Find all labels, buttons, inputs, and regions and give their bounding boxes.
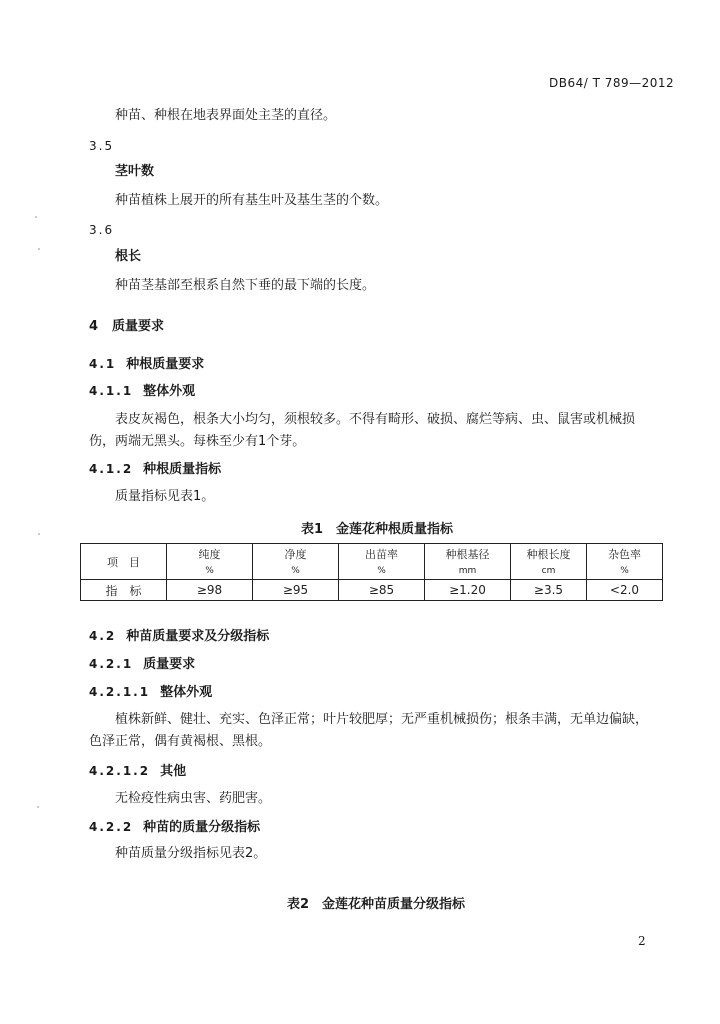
column-header: 杂色率 <box>587 544 663 564</box>
section-title: 种苗的质量分级指标 <box>143 820 261 835</box>
column-header: 纯度 <box>167 544 253 564</box>
paragraph: 无检疫性病虫害、药肥害。 <box>115 791 272 806</box>
value-cell: ≥1.20 <box>425 580 511 601</box>
table-caption: 表2 金莲花种苗质量分级指标 <box>287 897 466 912</box>
column-header: 种根基径 <box>425 544 511 564</box>
section-heading <box>89 684 212 701</box>
column-header: 种根长度 <box>511 544 587 564</box>
section-heading <box>89 628 269 645</box>
column-header: 出苗率 <box>339 544 425 564</box>
section-title: 整体外观 <box>160 685 213 700</box>
section-number: 4.2.1.1 <box>89 685 151 699</box>
section-number: 4.1.1 <box>89 384 134 398</box>
unit-cell: % <box>253 563 339 580</box>
section-title: 质量要求 <box>112 319 165 334</box>
paragraph: 表皮灰褐色，根条大小均匀，须根较多。不得有畸形、破损、腐烂等病、虫、鼠害或机械损伤，两端无黑头。每株至少有1个芽。 <box>89 412 636 449</box>
quality-table <box>80 543 663 601</box>
section-heading <box>89 819 260 836</box>
section-title: 其他 <box>160 764 187 779</box>
section-number: 4.2.1 <box>89 657 134 671</box>
unit-cell: % <box>587 563 663 580</box>
value-cell: ≥3.5 <box>511 580 587 601</box>
unit-cell: cm <box>511 563 587 580</box>
scan-speck <box>38 248 40 250</box>
section-number: 4.1 <box>89 357 117 371</box>
term-heading: 茎叶数 <box>115 164 155 179</box>
scan-speck <box>38 533 40 535</box>
section-title: 种根质量要求 <box>126 357 205 372</box>
value-cell: ≥95 <box>253 580 339 601</box>
unit-cell: % <box>167 563 253 580</box>
section-heading <box>89 461 221 478</box>
term-heading: 根长 <box>115 249 142 264</box>
section-heading <box>89 383 195 400</box>
section-number: 4 <box>89 319 99 334</box>
table-row <box>81 580 663 601</box>
section-heading <box>89 319 164 335</box>
paragraph: 种苗质量分级指标见表2。 <box>115 846 267 861</box>
section-number: 4.1.2 <box>89 462 134 476</box>
column-header: 净度 <box>253 544 339 564</box>
value-cell: <2.0 <box>587 580 663 601</box>
page-number: 2 <box>638 934 646 948</box>
scan-speck <box>35 216 37 218</box>
section-heading <box>89 763 186 780</box>
section-number: 4.2.1.2 <box>89 764 151 778</box>
value-cell: ≥85 <box>339 580 425 601</box>
section-heading <box>89 656 195 673</box>
paragraph: 质量指标见表1。 <box>115 489 215 504</box>
section-title: 质量要求 <box>143 657 196 672</box>
value-cell: ≥98 <box>167 580 253 601</box>
table-caption: 表1 金莲花种根质量指标 <box>301 522 454 537</box>
scan-speck <box>37 806 39 808</box>
paragraph: 植株新鲜、健壮、充实、色泽正常；叶片较肥厚；无严重机械损伤；根条丰满，无单边偏缺，色泽正常，偶有黄褐根、黑根。 <box>89 712 649 749</box>
paragraph: 种苗植株上展开的所有基生叶及基生茎的个数。 <box>115 193 389 208</box>
row-label-cell: 指 标 <box>81 580 167 601</box>
section-title: 种根质量指标 <box>143 462 222 477</box>
section-title: 整体外观 <box>143 384 196 399</box>
unit-cell: % <box>339 563 425 580</box>
section-number: 4.2 <box>89 629 117 643</box>
row-header-cell: 项 目 <box>81 544 167 580</box>
table-row <box>81 544 663 564</box>
unit-cell: mm <box>425 563 511 580</box>
paragraph: 种苗、种根在地表界面处主茎的直径。 <box>115 108 337 123</box>
paragraph: 种苗茎基部至根系自然下垂的最下端的长度。 <box>115 278 376 293</box>
section-heading <box>89 356 204 373</box>
section-title: 种苗质量要求及分级指标 <box>126 629 270 644</box>
table-row <box>81 563 663 580</box>
standard-code: DB64/ T 789—2012 <box>549 76 675 90</box>
section-number: 4.2.2 <box>89 820 134 834</box>
section-number: 3.5 <box>89 139 115 153</box>
section-number: 3.6 <box>89 223 115 237</box>
